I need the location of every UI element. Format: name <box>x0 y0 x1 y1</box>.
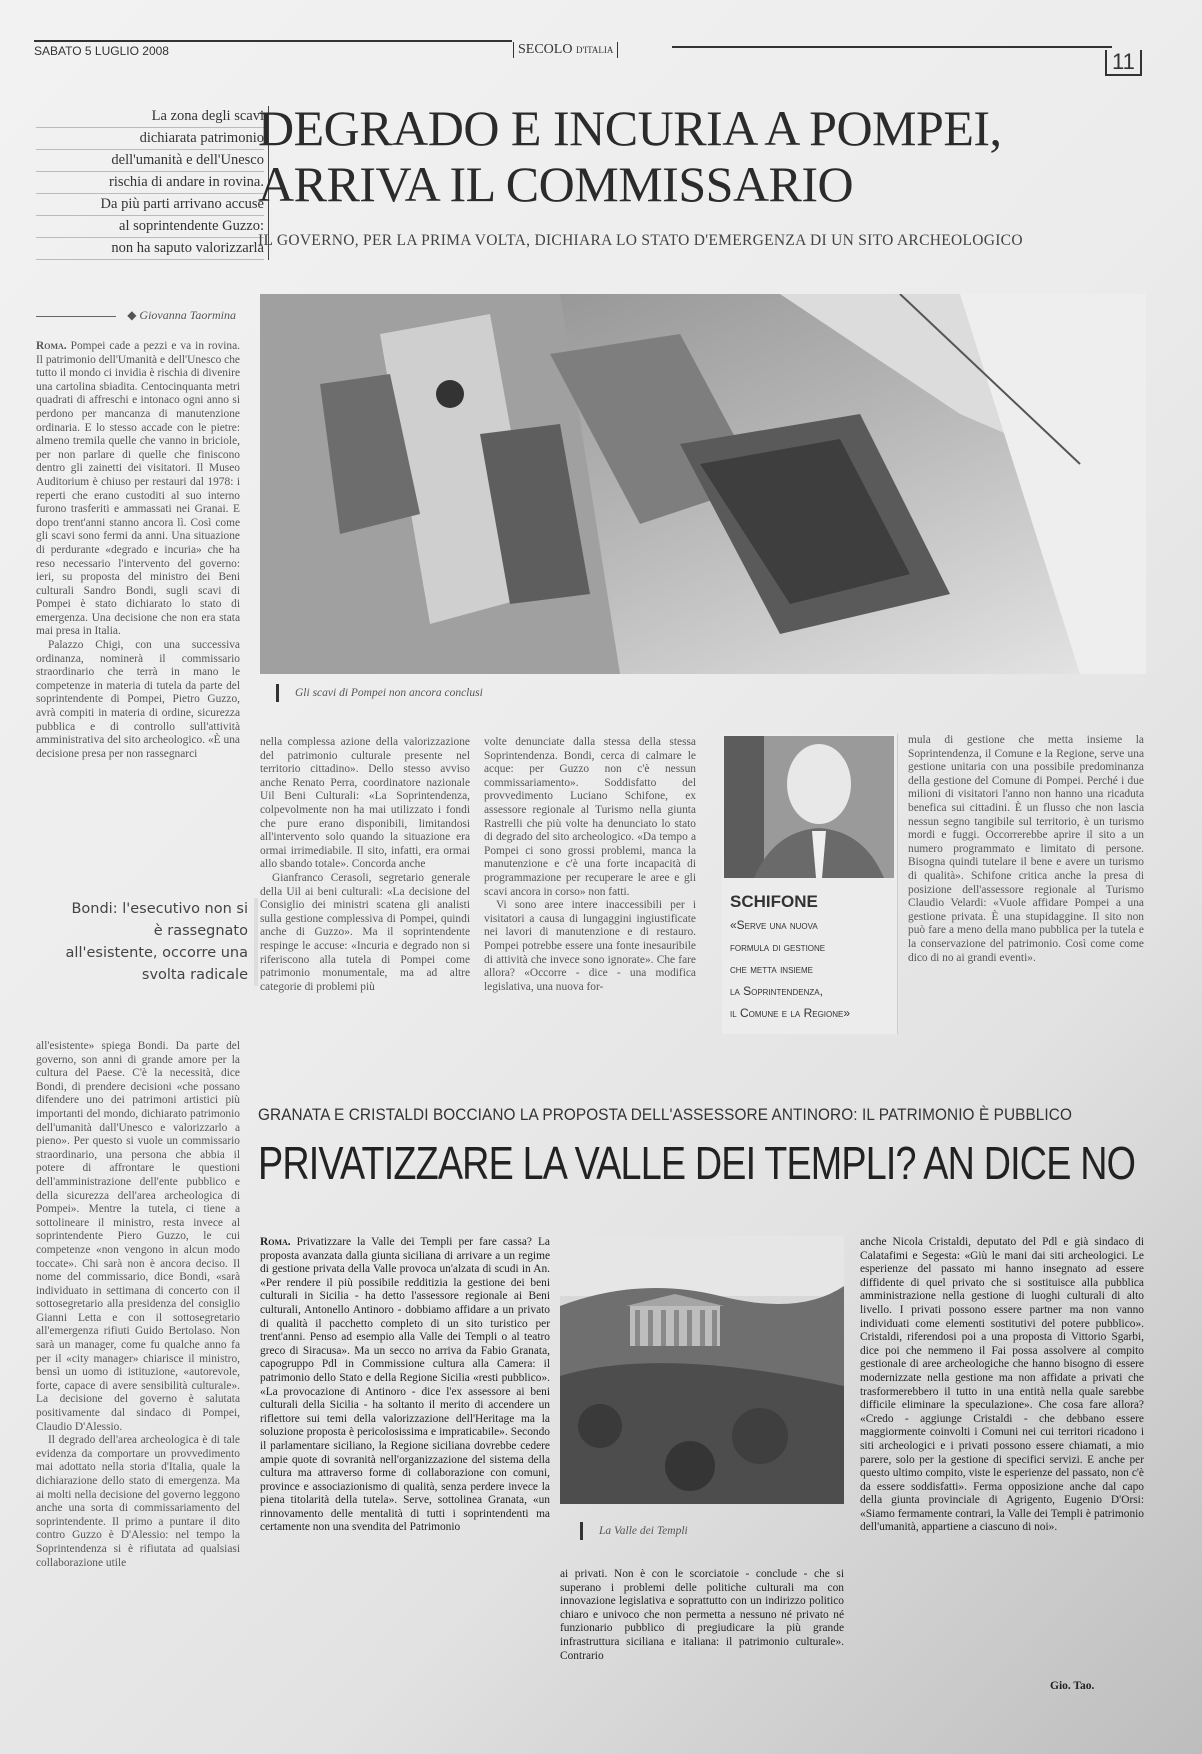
author-signature: Gio. Tao. <box>1050 1680 1095 1692</box>
quote-line: il Comune e la Regione» <box>730 1006 851 1020</box>
summary-line: al soprintendente Guzzo: <box>36 216 264 238</box>
article-column-1-continued <box>36 1040 240 1570</box>
paragraph: all'esistente» spiega Bondi. Da parte del governo, son anni di grande amore per la cultura del Paese. C'è la necessità, dice Bondi, di prendere decisioni «che possano difendere uno dei patrimoni artistici più importanti del mondo, dichiarato patrimonio dell'umanità dall'Unesco e valorizzarlo a pieno». Per questo si vuole un commissario straordinario, una persona che abbia il potere di affrontare le questioni dell'amministrazione dell'ente pubblico e della sicurezza dell'area archeologica di Pompei». Mentre la tutela, ci tiene a sottolineare il ministro, resta invece al soprintendente Piero Guzzo, le cui competenze «non vengono in alcun modo toccate». Chi sarà non è ancora deciso. Il nome del commissario, dice Bondi, «sarà individuato in settimana di concerto con il sottosegretario alla presidenza del consiglio Gianni Letta e con il sottosegretario all'emergenza rifiuti Guido Bertolaso. Non sarà un manager, come fu qualche anno fa per il «city manager» chiarisce il ministro, bensì un uomo di istituzione, «autorevole, forte, capace di avere sensibilità culturale». La decisione del governo è salutata positivamente dal sindaco di Pompei, Claudio D'Alessio. <box>36 1040 240 1433</box>
headline-pompei <box>258 100 1002 212</box>
paragraph: Gianfranco Cerasoli, segretario generale della Uil ai beni culturali: «La decisione del Consiglio dei ministri scatena gli analisti sulla gestione complessiva di Pompei, quindi anche di Guzzo». Ma il soprintendente respinge le accuse: «Incuria e degrado non si riferiscono alla tutela di Pompei come patrimonio monumentale, ma ad altre categorie di problemi più <box>260 871 470 993</box>
masthead-rule-right <box>672 46 1112 48</box>
issue-date: SABATO 5 LUGLIO 2008 <box>34 44 169 58</box>
article-column-2 <box>260 736 470 994</box>
article2-column-1 <box>260 1236 550 1535</box>
portrait-illustration <box>724 736 894 878</box>
paragraph: Vi sono aree intere inaccessibili per i visitatori a causa di lungaggini ingiustificate nei lavori di manutenzione e di restauro. Pompei potrebbe essere una fonte inesauribile di attività che invece sono ignorate». Che fare allora? «Occorre - dice - una modifica legislativa, una nuova for- <box>484 899 696 993</box>
photo-caption-valle: La Valle dei Templi <box>580 1522 688 1540</box>
paragraph: anche Nicola Cristaldi, deputato del Pdl e già sindaco di Calatafimi e Segesta: «Giù le mani dai siti archeologici. Le esperienze del passato mi hanno insegnato ad essere diffidente di quel privato che si sostituisce alla pubblica amministrazione nella gestione di luoghi culturali di alto livello. I privati possono essere partner ma non vanno individuati come elementi sostitutivi del potere pubblico». Cristaldi, riferendosi poi a una proposta di Vittorio Sgarbi, dice poi che nemmeno il Fai possa assolvere al compito gestionale di aree archeologiche che hanno bisogno di essere modernizzate nella gestione ma non affidate a privati che trasformerebbero il tutto in una entità nella quale sarebbe difficile eliminare la speculazione». Che cosa fare allora? «Credo - aggiunge Cristaldi - che debbano essere maggiormente coinvolti i Comuni nei cui territori ricadono i siti archeologici e i privati possono essere chiamati, a mio parere, solo per la gestione di specifici servizi. E anche per questo ultimo compito, viste le esperienze del passato, non c'è da essere soddisfatti». Ferma opposizione anche dal capo della giunta provinciale di Agrigento, Eugenio D'Orsi: «Siamo fermamente contrari, la Valle dei Templi è patrimonio dell'umanità, appartiene a ciascuno di noi». <box>860 1236 1144 1534</box>
pull-quote: Bondi: l'esecutivo non si è rassegnato all'esistente, occorre una svolta radicale <box>60 898 258 986</box>
article-column-1 <box>36 340 240 761</box>
article2-column-2 <box>560 1568 844 1663</box>
dateline: Roma. <box>260 1236 291 1248</box>
kicker-valle-templi: GRANATA E CRISTALDI BOCCIANO LA PROPOSTA DELL'ASSESSORE ANTINORO: IL PATRIMONIO È PUBBLICO <box>258 1106 1072 1124</box>
page-number: 11 <box>1105 50 1142 76</box>
quote-line: che metta insieme <box>730 962 813 976</box>
photo-pompei-excavations <box>260 294 1146 674</box>
quote-text <box>730 914 900 1024</box>
headline-line-2: ARRIVA IL COMMISSARIO <box>258 156 854 212</box>
headline-valle-templi: PRIVATIZZARE LA VALLE DEI TEMPLI? AN DICE NO <box>258 1137 1136 1189</box>
quote-author: SCHIFONE <box>730 892 818 911</box>
article-column-4 <box>908 734 1144 965</box>
paragraph: nella complessa azione della valorizzazione del patrimonio culturale presente nel territorio cittadino». Dello stesso avviso anche Renato Perra, coordinatore nazionale Uil Beni Culturali: «La Soprintendenza, colpevolmente non ha mai utilizzato i fondi che pure erano disponibili, limitandosi all'intervento solo quando la situazione era ormai irrimediabile. Il sito, infatti, era ormai allo sbando totale». Concorda anche <box>260 736 470 871</box>
photo-valle-dei-templi <box>560 1236 844 1504</box>
paragraph: volte denunciate dalla stessa della stessa Soprintendenza. Bondi, cerca di calmare le acque: per Guzzo non c'è nessun commissariamento». Soddisfatto del provvedimento Luciano Schifone, ex assessore regionale al Turismo nella giunta Rastrelli che più volte ha denunciato lo stato di degrado del sito archeologico. «Da tempo a Pompei ci sono grossi problemi, manca la manutenzione e c'è una forte incapacità di programmazione per recuperare le aree e gli scavi ancora in corso» non fatti. <box>484 736 696 898</box>
dateline: Roma. <box>36 340 67 352</box>
summary-line: non ha saputo valorizzarla <box>36 238 264 260</box>
summary-line: rischia di andare in rovina. <box>36 172 264 194</box>
masthead-rule-left <box>34 40 512 42</box>
summary-line: Da più parti arrivano accuse <box>36 194 264 216</box>
article2-column-3 <box>860 1236 1144 1535</box>
summary-line: dichiarata patrimonio <box>36 128 264 150</box>
headline-line-1: DEGRADO E INCURIA A POMPEI, <box>258 100 1002 156</box>
paragraph: mula di gestione che metta insieme la Soprintendenza, il Comune e la Regione, serve una gestione unitaria con una possibile predominanza della gestione del Comune di Pompei. Perché i due milioni di visitatori l'anno non hanno una ricaduta benefica sui cittadini. È un flusso che non lascia nessun segno tangibile sul territorio, è un turismo mordi e fuggi. Occorrerebbe aprire il sito a un numero programmato e limitato di persone. Bisogna quindi tutelare il bene e avere un turismo di qualità». Schifone critica anche la presa di posizione dell'assessore regionale al Turismo Claudio Velardi: «Vuole affidare Pompei a una gestione privata. È una stupidaggine. Il sito non può fare a meno della mano pubblica per la tutela e la conservazione del patrimonio. Così come come dico di no ai grandi eventi». <box>908 734 1144 964</box>
photo-caption-pompei: Gli scavi di Pompei non ancora conclusi <box>276 684 483 702</box>
paragraph: ai privati. Non è con le scorciatoie - conclude - che si superano i problemi delle politiche culturali ma con innovazione legislativa e soprattutto con un indirizzo politico chiaro e univoco che non permetta a nessuno né privato né funzionario pubblico di pregiudicare la più grande infrastruttura siciliana e italiana: il patrimonio culturale». Contrario <box>560 1568 844 1662</box>
newspaper-name <box>513 42 618 58</box>
article-summary <box>36 106 269 260</box>
temple-illustration <box>560 1236 844 1504</box>
paragraph: Palazzo Chigi, con una successiva ordinanza, nominerà il commissario straordinario che terrà in mano le competenze in materia di tutela da parte del soprintendente di Pompei, Pietro Guzzo, avrà compiti in materia di ordine, sicurezza pubblica e di controllo sull'attività amministrativa del sito archeologico. «È una decisione presa per non rassegnarci <box>36 639 240 760</box>
author-name: Giovanna Taormina <box>139 308 236 322</box>
quote-line: «Serve una nuova <box>730 918 818 932</box>
subheadline-pompei: IL GOVERNO, PER LA PRIMA VOLTA, DICHIARA LO STATO D'EMERGENZA DI UN SITO ARCHEOLOGICO <box>258 232 1023 249</box>
byline: ◆ Giovanna Taormina <box>127 308 236 322</box>
paragraph-text: Privatizzare la Valle dei Templi per fare cassa? La proposta avanzata dalla giunta siciliana di arrivare a un regime di gestione privata della Valle provoca un'alzata di scudi in An. «Per rendere il più possibile redditizia la gestione dei beni culturali in Sicilia - ha detto l'assessore regionale ai Beni culturali, Antonello Antinoro - dobbiamo affidare a un privato di qualità il pacchetto completo di un sito turistico per trent'anni. Penso ad esempio alla Valle dei Templi o al teatro greco di Siracusa». Ma un secco no arriva da Fabio Granata, capogruppo Pdl in Commissione cultura alla Camera: il patrimonio dello Stato e della Regione Sicilia «resti pubblico». «La provocazione di Antinoro - dice l'ex assessore ai beni culturali della Sicilia - ha soltanto il merito di accendere un riflettore sui temi della valorizzazione dell'Heritage ma la soluzione proposta è pericolosissima e impraticabile». Secondo il parlamentare siciliano, la Regione siciliana dovrebbe cedere ampie quote di sovranità nell'organizzazione del sistema della cultura ma attraverso forme di collaborazione con comuni, province e associazionismo di qualità, senza perdere invece la piena titolarità della tutela». Serve, sottolinea Granata, «un rinnovamento delle mentalità di tutti i soprintendenti ma certamente non una svendita del Patrimonio <box>260 1236 550 1534</box>
article-column-3 <box>484 736 696 994</box>
summary-line: La zona degli scavi <box>36 106 264 128</box>
paragraph-text: Pompei cade a pezzi e va in rovina. Il patrimonio dell'Umanità e dell'Unesco che tutto il mondo ci invidia è rischia di divenire una cartolina sbiadita. Centocinquanta metri quadrati di affreschi e intonaco ogni anno si perdono per mancanza di manutenzione ordinaria. E lo stesso accade con le pietre: almeno tremila quelle che vanno in briciole, per non parlare di quelle che finiscono dentro gli zainetti dei visitatori. Il Museo Auditorium è chiuso per restauri dal 1978: i reperti che erano custoditi al suo interno furono trasferiti e ammassati nei Granai. E dopo trent'anni stanno ancora lì. Così come gli scavi sono fermi da anni. Una situazione di perdurante «degrado e incuria» che ha reso necessario l'intervento del governo: ieri, su proposta del ministro dei Beni culturali Sandro Bondi, sugli scavi di Pompei è stato dichiarato lo stato di emergenza. Una decisione che non era stata mai presa in Italia. <box>36 340 240 638</box>
summary-line: dell'umanità e dell'Unesco <box>36 150 264 172</box>
paragraph: Il degrado dell'area archeologica è di tale evidenza da comportare un provvedimento mai adottato nella storia d'Italia, quale la dichiarazione dello stato di emergenza. Ma ai molti nella decisione del governo leggono anche una sorta di commissariamento del soprintendente. Il primo a puntare il dito contro Guzzo è D'Alessio: nel tempo la Soprintendenza si è rifiutata ad qualsiasi collaborazione utile <box>36 1434 240 1569</box>
excavation-illustration <box>260 294 1146 674</box>
quote-line: la Soprintendenza, <box>730 984 823 998</box>
newspaper-name-suffix: D'ITALIA <box>575 45 614 55</box>
paragraph <box>260 1236 550 1535</box>
newspaper-name-main: SECOLO <box>518 42 573 57</box>
paragraph <box>36 340 240 639</box>
portrait-schifone <box>724 736 894 878</box>
quote-line: formula di gestione <box>730 940 826 954</box>
